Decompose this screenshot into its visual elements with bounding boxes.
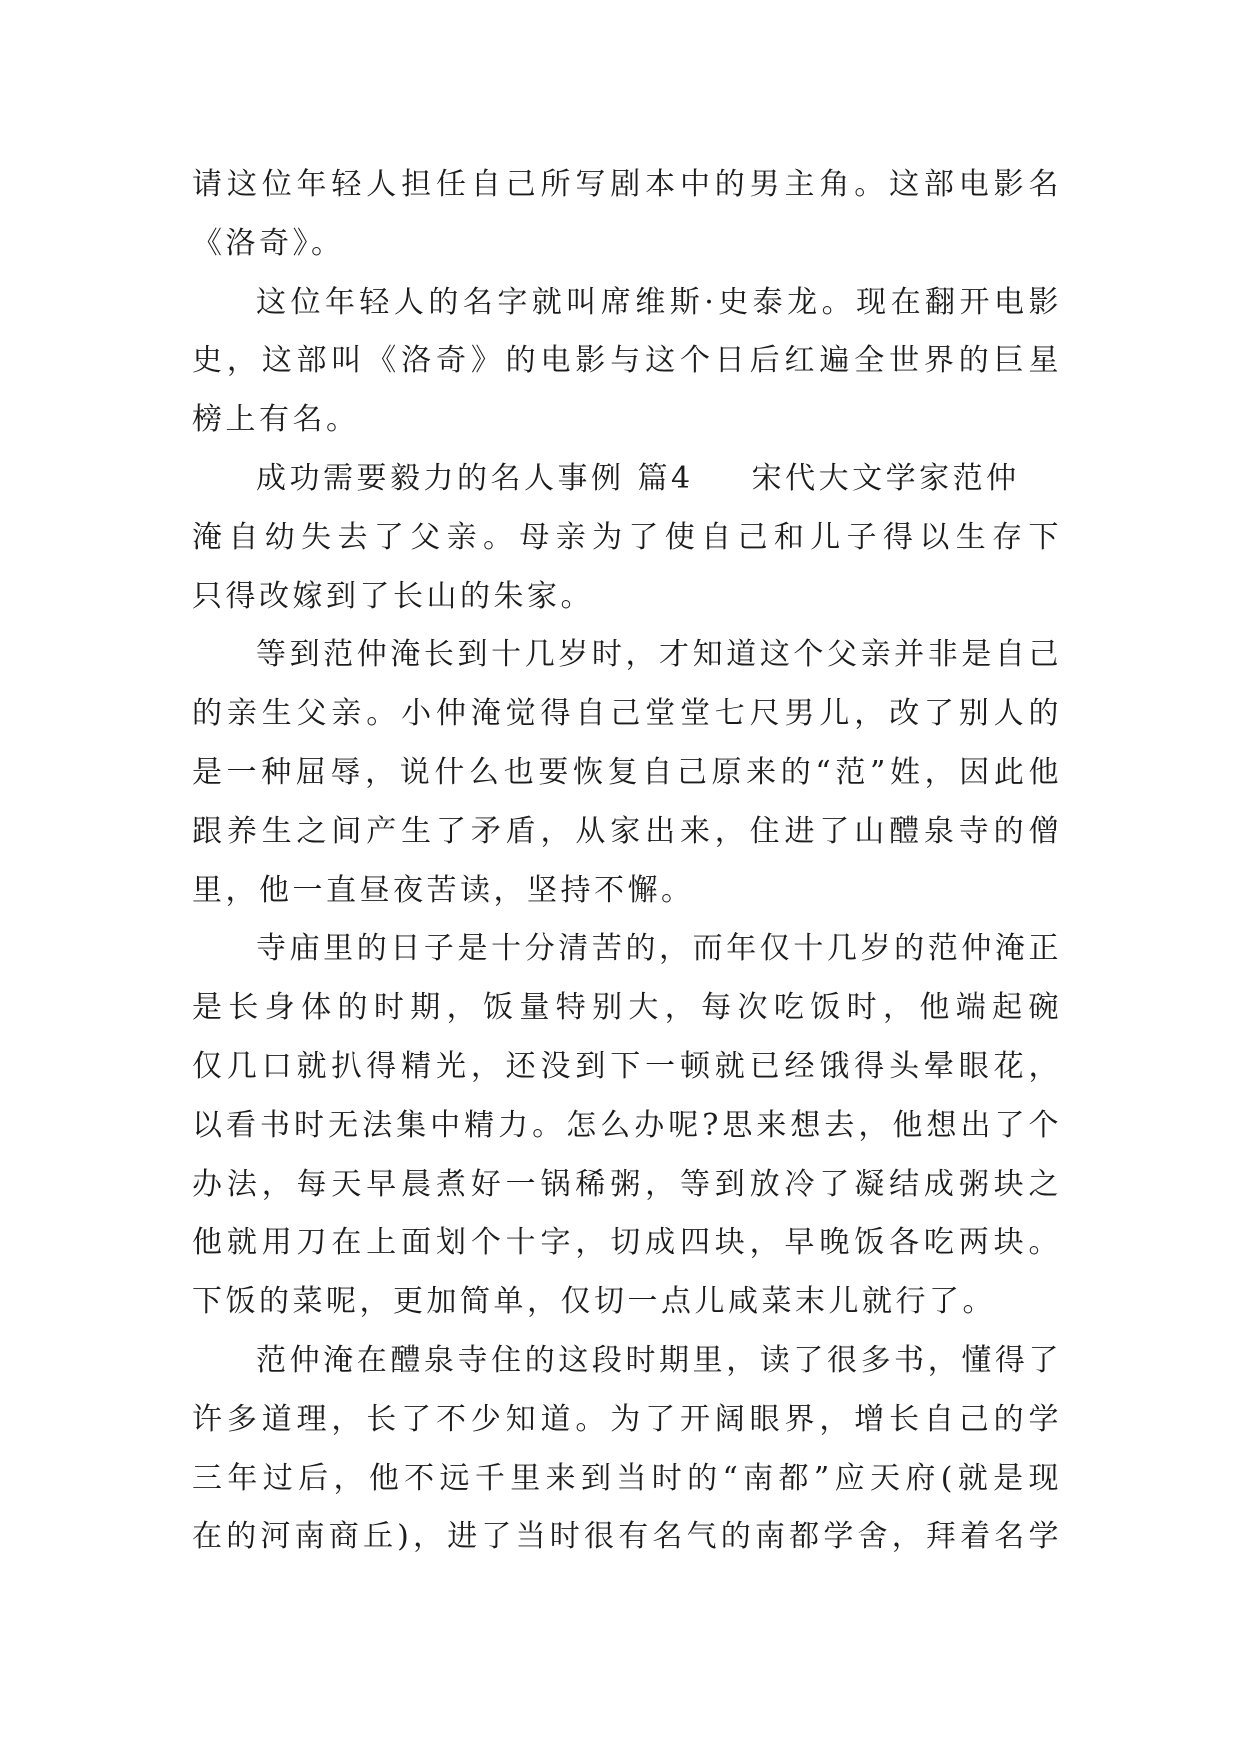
text-line: 在的河南商丘)，进了当时很有名气的南都学舍，拜着名学 bbox=[192, 1519, 1062, 1555]
text-line: 只得改嫁到了长山的朱家。 bbox=[192, 578, 594, 614]
text-line: 下饭的菜呢，更加简单，仅切一点儿咸菜末儿就行了。 bbox=[192, 1284, 996, 1320]
text-line: 以看书时无法集中精力。怎么办呢?思来想去，他想出了个 bbox=[192, 1107, 1062, 1143]
text-line: 三年过后，他不远千里来到当时的“南都”应天府(就是现 bbox=[192, 1460, 1062, 1496]
text-line: 仅几口就扒得精光，还没到下一顿就已经饿得头晕眼花， bbox=[192, 1048, 1062, 1084]
section-heading: 成功需要毅力的名人事例 篇4 bbox=[256, 460, 694, 496]
text-line: 办法，每天早晨煮好一锅稀粥，等到放冷了凝结成粥块之 bbox=[192, 1166, 1062, 1202]
text-line: 请这位年轻人担任自己所写剧本中的男主角。这部电影名 bbox=[192, 167, 1062, 202]
paragraph-start-line: 等到范仲淹长到十几岁时，才知道这个父亲并非是自己 bbox=[256, 637, 1062, 673]
text-line: 淹自幼失去了父亲。母亲为了使自己和儿子得以生存下 bbox=[192, 519, 1062, 555]
text-line: 是长身体的时期，饭量特别大，每次吃饭时，他端起碗 bbox=[192, 990, 1062, 1026]
text-line: 里，他一直昼夜苦读，坚持不懈。 bbox=[192, 872, 695, 908]
text-line: 史，这部叫《洛奇》的电影与这个日后红遍全世界的巨星 bbox=[192, 343, 1062, 379]
text-line: 许多道理，长了不少知道。为了开阔眼界，增长自己的学 bbox=[192, 1401, 1062, 1437]
text-line: 跟养生之间产生了矛盾，从家出来，住进了山醴泉寺的僧 bbox=[192, 813, 1062, 849]
document-body bbox=[192, 156, 1062, 1567]
paragraph-start-line: 寺庙里的日子是十分清苦的，而年仅十几岁的范仲淹正 bbox=[256, 931, 1062, 967]
text-line: 是一种屈辱，说什么也要恢复自己原来的“范”姓，因此他 bbox=[192, 754, 1062, 790]
text-line: 的亲生父亲。小仲淹觉得自己堂堂七尺男儿，改了别人的 bbox=[192, 696, 1062, 732]
section-heading-line bbox=[192, 450, 1062, 509]
text-line: 榜上有名。 bbox=[192, 402, 360, 438]
text-line: 他就用刀在上面划个十字，切成四块，早晚饭各吃两块。 bbox=[192, 1225, 1062, 1261]
text-line: 《洛奇》。 bbox=[192, 225, 345, 261]
paragraph-start-line: 这位年轻人的名字就叫席维斯·史泰龙。现在翻开电影 bbox=[256, 284, 1062, 320]
paragraph-start-line: 范仲淹在醴泉寺住的这段时期里，读了很多书，懂得了 bbox=[256, 1342, 1062, 1378]
section-text-start: 宋代大文学家范仲 bbox=[751, 460, 1020, 496]
